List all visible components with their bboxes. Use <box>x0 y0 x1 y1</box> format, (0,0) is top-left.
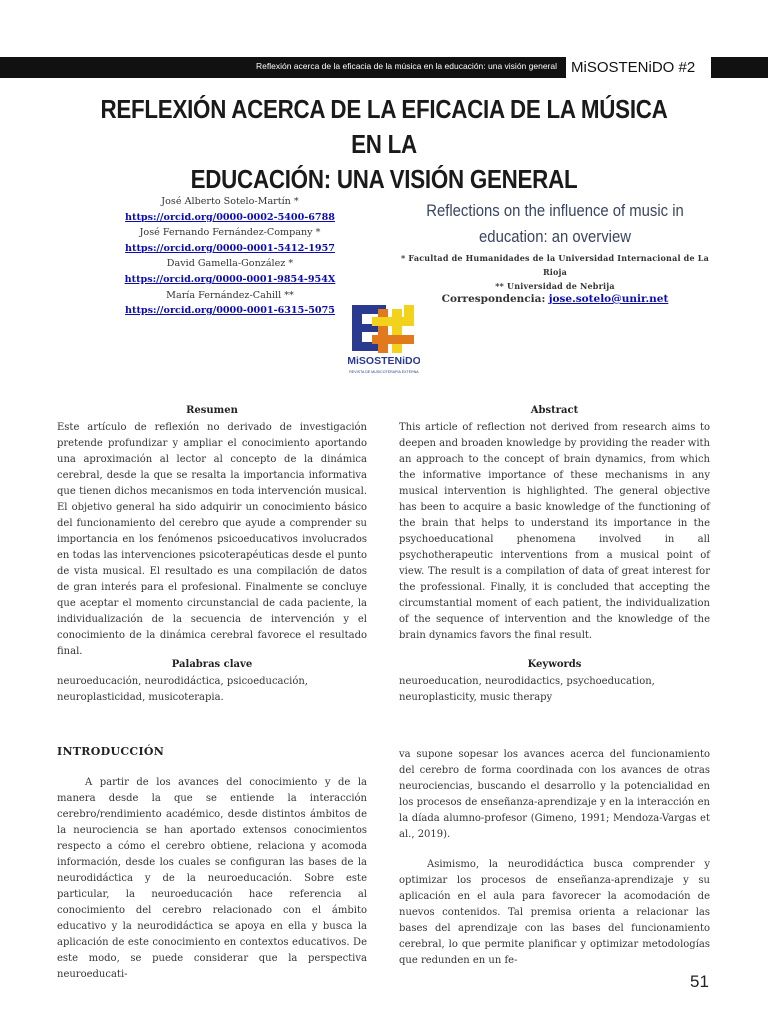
article-title-line-1: REFLEXIÓN ACERCA DE LA EFICACIA DE LA MÚSICA EN LA <box>100 94 668 159</box>
keywords-heading: Keywords <box>527 659 582 670</box>
affiliation-line-1: * Facultad de Humanidades de la Universidad Internacional de La <box>401 253 709 263</box>
correspondence-label: Correspondencia: <box>441 293 546 305</box>
affiliation-line-2: Rioja <box>542 267 568 277</box>
author-list <box>100 194 360 319</box>
abstract-section <box>399 403 710 644</box>
resumen-heading: Resumen <box>186 405 238 416</box>
palabras-clave-heading: Palabras clave <box>171 659 253 670</box>
affiliations <box>395 251 715 293</box>
author-orcid-link[interactable]: https://orcid.org/0000-0001-9854-954X <box>124 273 336 285</box>
palabras-clave-section <box>57 657 367 706</box>
introduccion-heading: INTRODUCCIÓN <box>57 745 165 758</box>
journal-badge <box>566 57 711 78</box>
abstract-text: This article of reflection not derived from research aims to deepen and broaden knowledge by providing the reader with an approach to the concept of brain dynamics, from which the informative importance of these mechanisms in any musical intervention is highlighted. The general objective has been to acquire a basic knowledge of the functioning of the brain that helps to understand its importance in the psychoeducational phenomena involved in all psychotherapeutic interventions from a musical point of view. The result is a compilation of data of great interest for the professional. Finally, it is concluded that accepting the circumstantial moment of each patient, the individualization of the sequence of intervention and the knowledge of the brain dynamics favors the final result. <box>399 422 710 641</box>
running-title: Reflexión acerca de la eficacia de la música en la educación: una visión general <box>256 61 557 71</box>
english-title <box>407 198 704 250</box>
page-number: 51 <box>690 972 709 991</box>
author-orcid-link[interactable]: https://orcid.org/0000-0002-5400-6788 <box>125 211 335 223</box>
author-name: María Fernández-Cahill ** <box>166 289 294 301</box>
author-name: David Gamella-González * <box>166 258 294 270</box>
palabras-clave-text: neuroeducación, neurodidáctica, psicoeducación, neuroplasticidad, musicoterapia. <box>57 676 308 703</box>
running-header <box>0 57 768 78</box>
abstract-heading: Abstract <box>530 405 579 416</box>
resumen-text: Este artículo de reflexión no derivado de investigación pretende profundizar y ampliar el conocimiento aportando una aproximación al lector al concepto de la dinámica cerebral, desde la que se resalta la importancia informativa que tienen dichos mecanismos en toda intervención musical. El objetivo general ha sido adquirir un conocimiento básico del funcionamiento del cerebro que ayude a comprender su importancia en los fenómenos psicoeducativos involucrados en todas las intervenciones psicoterapéuticas desde el punto de vista musical. El resultado es una compilación de datos de gran interés para el profesional. Finalmente se concluye que aceptar el momento circunstancial de cada paciente, la individualización de la secuencia de intervención y el conocimiento de la dinámica cerebral favorece el resultado final. <box>57 422 367 657</box>
article-title <box>88 92 680 197</box>
correspondence-email-link[interactable]: jose.sotelo@unir.net <box>548 293 669 305</box>
introduccion-paragraph: Asimismo, la neurodidáctica busca comprender y optimizar los procesos de enseñanza-aprendizaje y su aplicación en el aula para favorecer la acomodación de nuevos contenidos. Tal premisa orienta a relacionar las bases del aprendizaje con las bases del funcionamiento cerebral, lo que permite planificar y optimizar metodologías que redunden en un fe- <box>399 859 710 966</box>
logo-text: MiSOSTENiDO <box>348 355 420 367</box>
author-name: José Fernando Fernández-Company * <box>139 227 321 239</box>
affiliation-line-3: ** Universidad de Nebrija <box>495 281 615 291</box>
journal-logo <box>348 303 420 383</box>
introduccion-paragraph: va supone sopesar los avances acerca del funcionamiento del cerebro de forma coordinada con los avances de otras neurociencias, buscando el desarrollo y la potencialidad en los procesos de enseñanza-aprendizaje y en la interacción en la díada alumno-profesor (Gimeno, 1991; Mendoza-Vargas et al., 2019). <box>399 749 710 840</box>
correspondence <box>395 293 715 305</box>
author-orcid-link[interactable]: https://orcid.org/0000-0001-6315-5075 <box>125 305 335 317</box>
english-title-line-2: education: an overview <box>479 228 631 246</box>
english-title-line-1: Reflections on the influence of music in <box>426 202 684 220</box>
resumen-section <box>57 403 367 660</box>
introduccion-paragraph: A partir de los avances del conocimiento y de la manera desde la que se entiende la interacción cerebro/rendimiento académico, desde distintos ámbitos de la neurociencia se han aportado extensos conocimientos respecto a cómo el cerebro obtiene, relaciona y acomoda información, desde los cuales se configuran las bases de la neurodidáctica y de la neuroeducación. Sobre este particular, la neuroeducación hace referencia al conocimiento del cerebro relacionado con el ámbito educativo y la neurodidáctica se apoya en ella y busca la aplicación de este conocimiento en contextos educativos. De este modo, se puede considerar que la perspectiva neuroeducati- <box>57 777 367 980</box>
logo-subtitle: REVISTA DE MUSICOTERAPIA EXTERNA <box>349 370 419 374</box>
introduccion-left-column <box>57 775 367 983</box>
author-name: José Alberto Sotelo-Martín * <box>161 196 299 207</box>
keywords-text: neuroeducation, neurodidactics, psychoeducation, neuroplasticity, music therapy <box>399 676 655 703</box>
article-title-line-2: EDUCACIÓN: UNA VISIÓN GENERAL <box>190 164 578 194</box>
journal-logo-graphic <box>348 303 420 383</box>
journal-name: MiSOSTENiDO #2 <box>571 59 696 76</box>
author-orcid-link[interactable]: https://orcid.org/0000-0001-5412-1957 <box>125 242 335 254</box>
keywords-section <box>399 657 710 706</box>
introduccion-right-column <box>399 747 710 969</box>
